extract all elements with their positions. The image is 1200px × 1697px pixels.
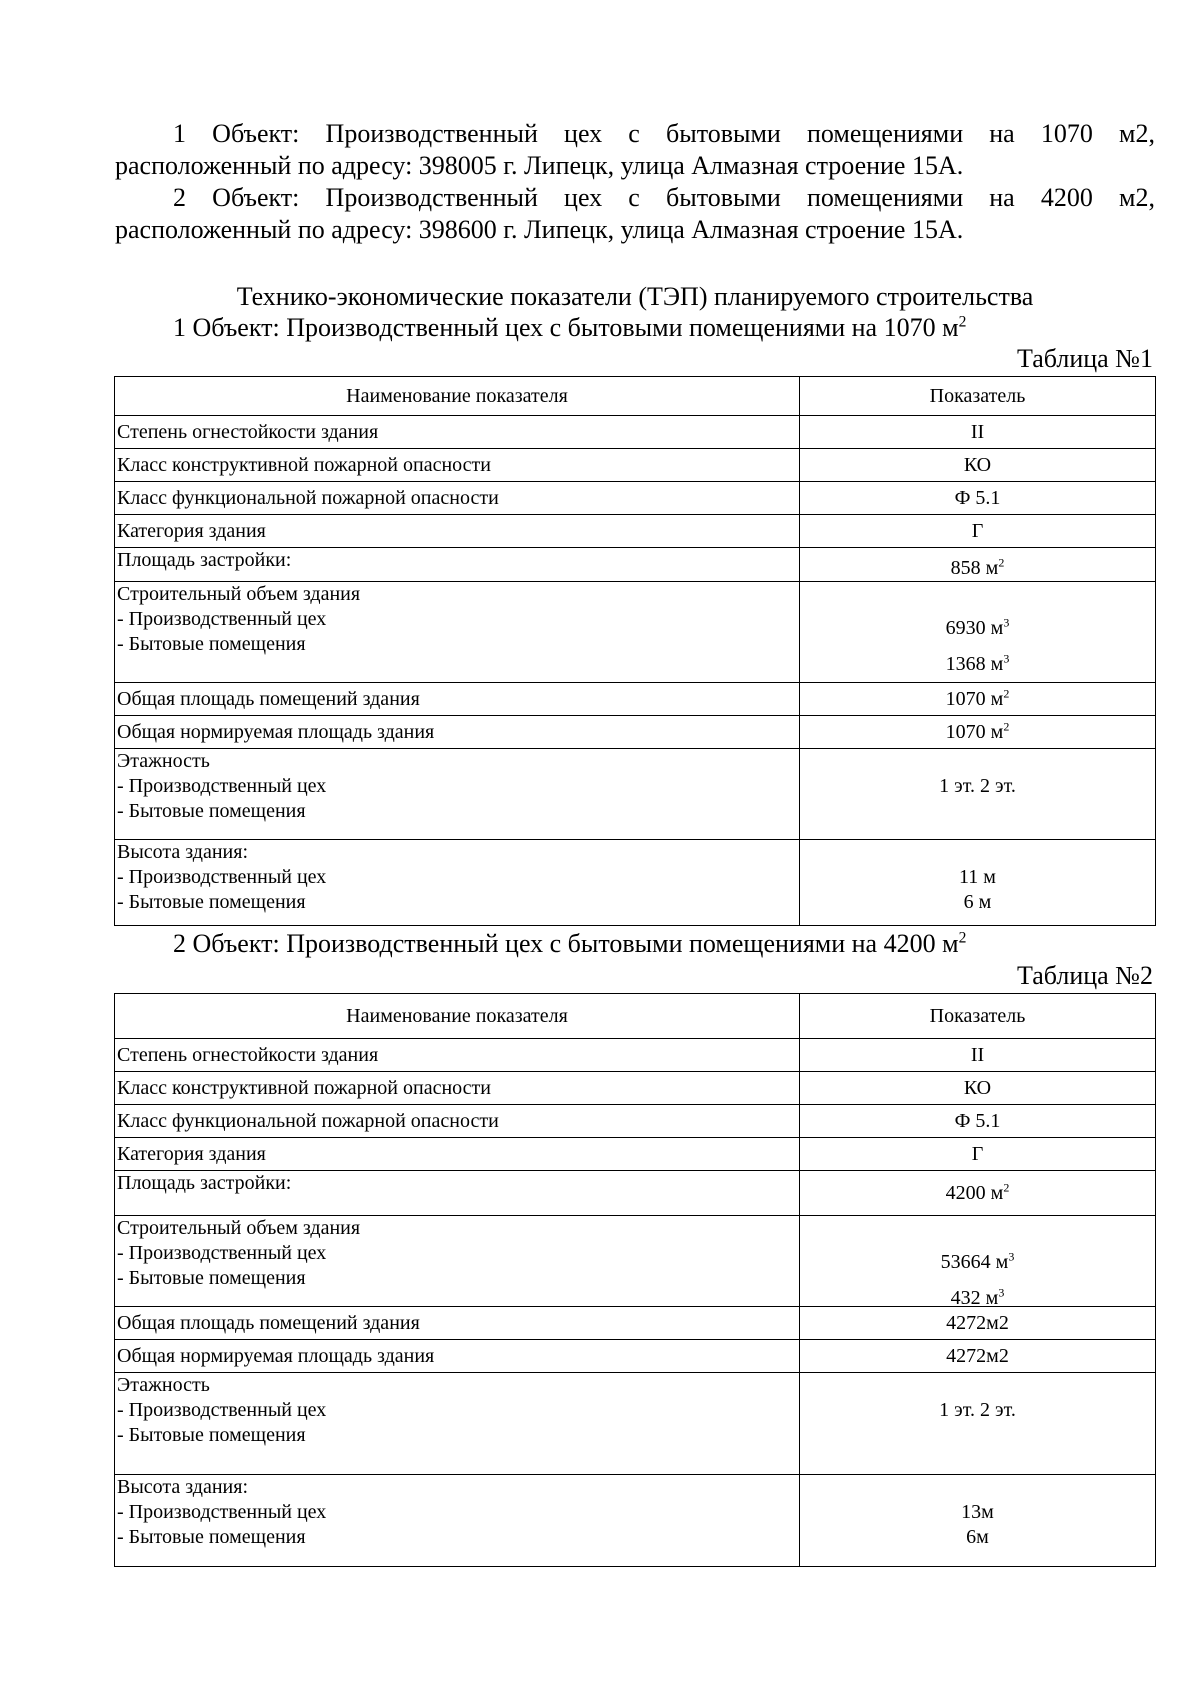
table-row [115,582,1156,683]
intro-text-2: Объект: Производственный цех с бытовыми помещениями на 4200 м2, расположенный по адресу: 398600 г. Липецк, улица Алмазная строение 15А. [115,183,1155,244]
row-value-1 [946,610,1010,646]
row-name: Категория здания [115,515,800,548]
table1-col-name: Наименование показателя [115,377,800,416]
table1-object-title-sup: 2 [958,313,967,331]
row-name-main: Строительный объем здания [117,583,361,605]
row-value-sup: 2 [1003,1179,1010,1194]
row-value-2: 6 м [963,891,992,913]
row-name-sub2: - Бытовые помещения [117,1424,306,1446]
row-value: 1 эт. 2 эт. [800,1373,1156,1475]
row-name: Степень огнестойкости здания [115,416,800,449]
row-name-sub1: - Производственный цех [117,775,327,797]
table-row [115,1039,1156,1072]
row-value-text: 1070 м [945,687,1004,710]
row-name: Степень огнестойкости здания [115,1039,800,1072]
row-value [800,683,1156,716]
row-value [800,1216,1156,1307]
table2-object-title [173,929,966,959]
row-value: Ф 5.1 [800,482,1156,515]
row-value-1-text: 53664 м [940,1251,1009,1273]
row-value [800,840,1156,926]
row-name-main: Высота здания: [117,841,249,863]
row-name: Общая площадь помещений здания [115,1307,800,1340]
row-value-1 [802,1244,1153,1280]
row-name-sub2: - Бытовые помещения [117,1526,306,1548]
row-name-sub1: - Производственный цех [117,608,327,630]
table1 [114,376,1156,926]
row-name-sub2: - Бытовые помещения [117,891,306,913]
row-name: Общая нормируемая площадь здания [115,1340,800,1373]
row-name-sub2: - Бытовые помещения [117,800,306,822]
row-value-2 [802,1280,1153,1304]
row-value-clip [802,1244,1153,1304]
intro-number-1: 1 [173,119,186,148]
row-value: 1 эт. 2 эт. [800,749,1156,840]
table-row [115,1307,1156,1340]
row-value-sup: 2 [998,555,1005,570]
table2 [114,993,1156,1567]
row-name [115,582,800,683]
table1-header-row [115,377,1156,416]
table-row [115,1373,1156,1475]
row-name-sub1: - Производственный цех [117,1242,327,1264]
table2-label: Таблица №2 [1016,961,1153,990]
row-name: Класс конструктивной пожарной опасности [115,1072,800,1105]
tep-heading: Технико-экономические показатели (ТЭП) планируемого строительства [236,282,1034,311]
row-name-main: Этажность [117,750,210,772]
table-row [115,515,1156,548]
row-name: Класс функциональной пожарной опасности [115,482,800,515]
row-value-sup: 2 [1003,718,1010,733]
table-row [115,1105,1156,1138]
row-value: 4272м2 [800,1307,1156,1340]
row-value-text: 4200 м [945,1181,1004,1204]
row-value: II [800,416,1156,449]
table-row [115,1072,1156,1105]
row-value-text: 1070 м [945,720,1004,743]
row-name-main: Строительный объем здания [117,1217,361,1239]
row-value-text: 858 м [950,557,999,579]
row-value [800,1475,1156,1567]
row-value-sup: 2 [1003,685,1010,700]
intro-text-1: Объект: Производственный цех с бытовыми помещениями на 1070 м2, расположенный по адресу: 398005 г. Липецк, улица Алмазная строение 15А. [115,119,1155,180]
table-row [115,840,1156,926]
row-value [800,1171,1156,1216]
table-row [115,1340,1156,1373]
table-row [115,716,1156,749]
table1-col-value: Показатель [800,377,1156,416]
table-row [115,449,1156,482]
row-value: 4272м2 [800,1340,1156,1373]
table2-object-title-sup: 2 [958,929,967,947]
row-value-2-sup: 3 [998,1285,1005,1300]
row-value-1-sup: 3 [1003,615,1010,630]
row-value-1-text: 6930 м [945,617,1004,639]
intro-paragraph-1 [115,118,1155,182]
table-row [115,1171,1156,1216]
table1-object-title [173,313,966,343]
row-name-sub1: - Производственный цех [117,1399,327,1421]
row-name: Класс функциональной пожарной опасности [115,1105,800,1138]
row-name-sub1: - Производственный цех [117,1501,327,1523]
row-value-1-sup: 3 [1008,1249,1015,1264]
row-value-2 [946,646,1010,682]
table-row [115,1475,1156,1567]
row-name: Общая площадь помещений здания [115,683,800,716]
row-name-main: Этажность [117,1374,210,1396]
row-value-2-text: 1368 м [945,653,1004,675]
row-value: Г [800,1138,1156,1171]
row-name-sub2: - Бытовые помещения [117,1267,306,1289]
row-value [800,548,1156,582]
table-row [115,548,1156,582]
row-value: Ф 5.1 [800,1105,1156,1138]
table-row [115,749,1156,840]
intro-paragraph-2 [115,182,1155,246]
row-name [115,840,800,926]
row-name [115,749,800,840]
table-row [115,416,1156,449]
row-value-2-sup: 3 [1003,651,1010,666]
row-name [115,1373,800,1475]
row-name: Площадь застройки: [115,548,800,582]
row-value [800,582,1156,683]
row-name: Категория здания [115,1138,800,1171]
table2-header-row [115,994,1156,1039]
row-value-2: 6м [966,1526,989,1548]
row-name: Класс конструктивной пожарной опасности [115,449,800,482]
table-row [115,482,1156,515]
row-name-sub2: - Бытовые помещения [117,633,306,655]
table2-col-name: Наименование показателя [115,994,800,1039]
table1-object-title-text: 1 Объект: Производственный цех с бытовыми помещениями на 1070 м [173,313,959,342]
row-name [115,1475,800,1567]
table-row [115,1138,1156,1171]
row-name [115,1216,800,1307]
row-value-1: 11 м [959,866,996,888]
row-value: II [800,1039,1156,1072]
table1-label: Таблица №1 [1016,344,1153,373]
row-value: КО [800,449,1156,482]
intro-number-2: 2 [173,183,186,212]
table2-col-value: Показатель [800,994,1156,1039]
row-name-main: Высота здания: [117,1476,249,1498]
table2-object-title-text: 2 Объект: Производственный цех с бытовыми помещениями на 4200 м [173,929,959,958]
table-row [115,683,1156,716]
row-value: Г [800,515,1156,548]
row-value [800,716,1156,749]
row-value-2-text: 432 м [950,1287,999,1304]
row-name-sub1: - Производственный цех [117,866,327,888]
row-name: Площадь застройки: [115,1171,800,1216]
row-value: КО [800,1072,1156,1105]
table-row [115,1216,1156,1307]
row-name: Общая нормируемая площадь здания [115,716,800,749]
row-value-1: 13м [961,1501,994,1523]
